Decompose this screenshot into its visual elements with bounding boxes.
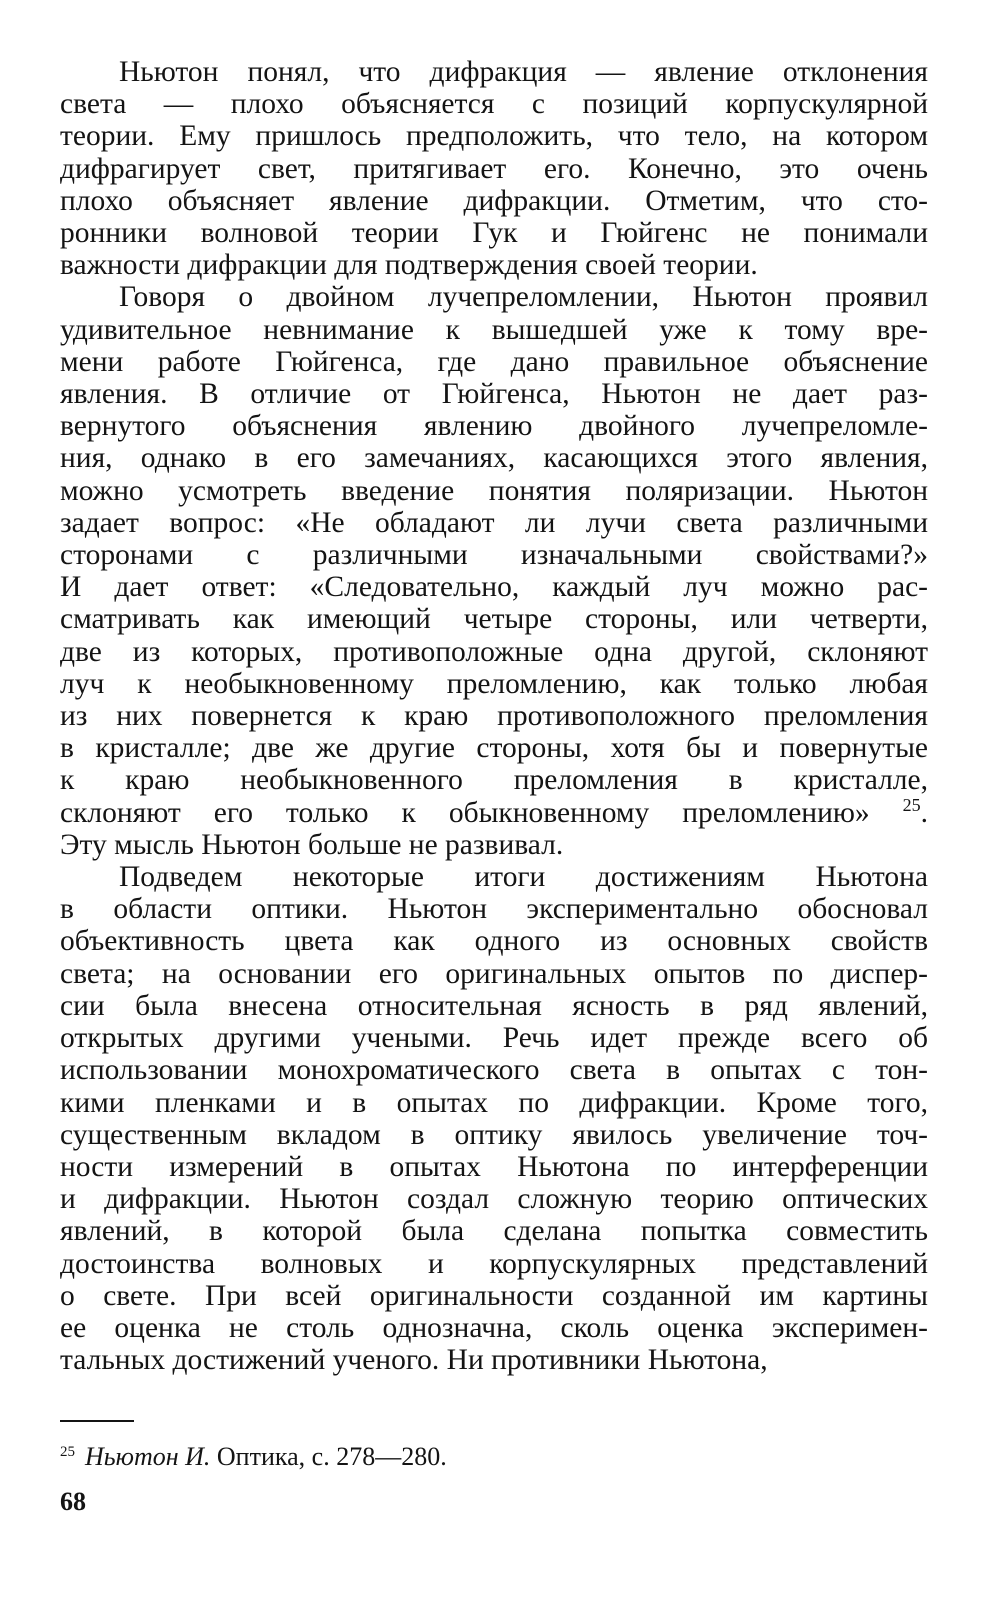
paragraph	[60, 56, 928, 281]
text-line: удивительное невнимание к вышедшей уже к тому вре-	[60, 313, 928, 346]
footnote-text: Оптика, с. 278—280.	[216, 1442, 447, 1471]
text-line: достоинства волновых и корпускулярных представлений	[60, 1247, 928, 1280]
text-line: в кристалле; две же другие стороны, хотя бы и повернутые	[60, 732, 928, 765]
text-line: о свете. При всей оригинальности созданной им картины	[60, 1279, 928, 1312]
text-line: сторонами с различными изначальными свойствами?»	[60, 539, 928, 572]
text-line: тальных достижений ученого. Ни противники Ньютона,	[60, 1344, 768, 1377]
text-line: Говоря о двойном лучепреломлении, Ньютон проявил	[119, 281, 928, 314]
footnote-author: Ньютон И.	[85, 1442, 211, 1471]
text-line: Подведем некоторые итоги достижениям Ньютона	[119, 861, 928, 894]
text-line: ее оценка не столь однозначна, сколь оценка эксперимен-	[60, 1311, 928, 1344]
text-line: и дифракции. Ньютон создал сложную теорию оптических	[60, 1183, 928, 1216]
text-line: сматривать как имеющий четыре стороны, или четверти,	[60, 603, 928, 636]
text-line: явления. В отличие от Гюйгенса, Ньютон не дает раз-	[60, 378, 928, 411]
text-line: в области оптики. Ньютон экспериментально обосновал	[60, 893, 928, 926]
text-line: использовании монохроматического света в опытах с тон-	[60, 1054, 928, 1087]
text-line: света; на основании его оригинальных опытов по диспер-	[60, 957, 928, 990]
text-line: ния, однако в его замечаниях, касающихся этого явления,	[60, 442, 928, 475]
paragraph	[60, 281, 928, 861]
text-line: Ньютон понял, что дифракция — явление отклонения	[119, 56, 928, 88]
text-line: задает вопрос: «Не обладают ли лучи света различными	[60, 506, 928, 539]
text-line: мени работе Гюйгенса, где дано правильное объяснение	[60, 345, 928, 378]
text-line: плохо объясняет явление дифракции. Отметим, что сто-	[60, 184, 928, 217]
text-line: И дает ответ: «Следовательно, каждый луч можно рас-	[60, 571, 928, 604]
text-line: луч к необыкновенному преломлению, как только любая	[60, 667, 928, 700]
footnote-marker: 25	[60, 1444, 75, 1460]
paragraph	[60, 861, 928, 1376]
text-line: дифрагирует свет, притягивает его. Конечно, это очень	[60, 152, 928, 185]
text-line: сии была внесена относительная ясность в ряд явлений,	[60, 989, 928, 1022]
footnote-reference: 25	[902, 794, 921, 815]
body-text	[60, 56, 928, 1376]
text-line: существенным вкладом в оптику явилось увеличение точ-	[60, 1118, 928, 1151]
text-line: явлений, в которой была сделана попытка совместить	[60, 1215, 928, 1248]
text-line: кими пленками и в опытах по дифракции. Кроме того,	[60, 1086, 928, 1119]
footnote	[60, 1436, 447, 1473]
text-line: ности измерений в опытах Ньютона по интерференции	[60, 1150, 928, 1183]
footnote-rule	[60, 1420, 134, 1422]
text-line: вернутого объяснения явлению двойного лучепреломле-	[60, 410, 928, 443]
text-line: ронники волновой теории Гук и Гюйгенс не понимали	[60, 217, 928, 250]
text-line: к краю необыкновенного преломления в кристалле,	[60, 764, 928, 797]
text-line: важности дифракции для подтверждения своей теории.	[60, 249, 758, 282]
text-line: теории. Ему пришлось предположить, что тело, на котором	[60, 120, 928, 153]
text-line: можно усмотреть введение понятия поляризации. Ньютон	[60, 474, 928, 507]
text-line: открытых другими учеными. Речь идет прежде всего об	[60, 1022, 928, 1055]
text-line: склоняют его только к обыкновенному преломлению» $^{25}$.	[60, 794, 928, 829]
text-line: света — плохо объясняется с позиций корпускулярной	[60, 88, 928, 121]
page-number: 68	[60, 1487, 86, 1516]
text-line: Эту мысль Ньютон больше не развивал.	[60, 828, 564, 861]
text-line: две из которых, противоположные одна другой, склоняют	[60, 635, 928, 668]
text-line: объективность цвета как одного из основных свойств	[60, 925, 928, 958]
text-line: из них повернется к краю противоположного преломления	[60, 700, 928, 733]
